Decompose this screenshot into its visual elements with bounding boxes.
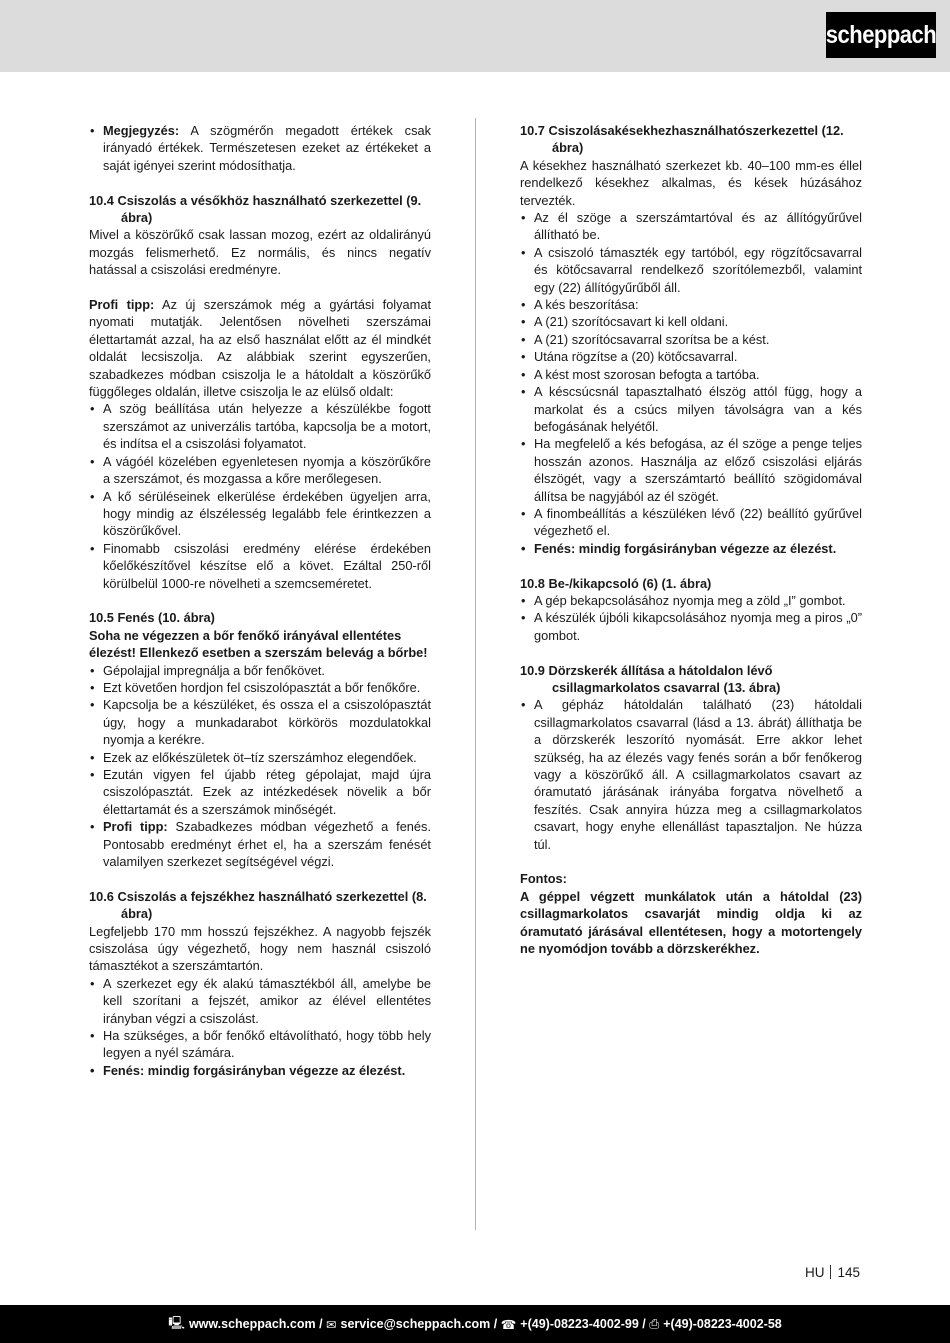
footer-website[interactable]: www.scheppach.com / bbox=[188, 1317, 323, 1331]
section-10-8-list bbox=[520, 592, 862, 644]
computer-icon: 🖳 bbox=[168, 1315, 185, 1330]
column-divider bbox=[475, 118, 476, 1230]
footer-phone: +(49)-08223-4002-99 / bbox=[520, 1317, 646, 1331]
pro-tip-text: Az új szerszámok még a gyártási folyamat nyomati mutatják. Jelentősen növelheti szerszámai élettartamát azzal, ha az első használat előtt az él mindkét oldalát lecsiszolja. Az alábbiak szerint egyszerűen, szabadkezes módban csiszolja le a hátoldalt a köszörűkő függőleges oldalán, illetve csiszolja le az elülső oldalt: bbox=[89, 297, 432, 400]
list-item: • A (21) szorítócsavart ki kell oldani. bbox=[520, 313, 862, 330]
section-10-5-list bbox=[89, 662, 431, 871]
list-item: • A szerkezet egy ék alakú támasztékból áll, amelybe be kell szorítani a fejszét, amikor az élével ellentétes irányban végzi a csiszolást. bbox=[89, 975, 431, 1027]
list-item: • A készülék újbóli kikapcsolásához nyomja meg a piros „0” gombot. bbox=[520, 609, 862, 644]
fax-icon: ⎙ bbox=[649, 1316, 660, 1331]
pro-tip-text: Szabadkezes módban végezhető a fenés. Pontosabb eredményt érhet el, ha a szerszám fenését valamilyen szerkezet segítségével végzi. bbox=[103, 819, 431, 870]
list-item bbox=[89, 818, 431, 870]
list-item: • A kés beszorítása: bbox=[520, 296, 862, 313]
section-10-9-title: 10.9 Dörzskerék állítása a hátoldalon lévő csillagmarkolatos csavarral (13. ábra) bbox=[520, 662, 781, 695]
pro-tip-list bbox=[89, 400, 431, 591]
list-item: • A szög beállítása után helyezze a készülékbe fogott szerszámot az univerzális tartóba, kapcsolja be a motort, és indítsa el a csiszolási folyamatot. bbox=[89, 400, 431, 452]
page-language: HU bbox=[804, 1265, 825, 1280]
list-item: • Finomabb csiszolási eredmény elérése érdekében kőelőkészítővel készítse elő a követ. Ezáltal 250-ről körülbelül 1000-re növelheti a szemcseméretet. bbox=[89, 540, 431, 592]
section-10-8-title: 10.8 Be-/kikapcsoló (6) (1. ábra) bbox=[520, 575, 712, 591]
section-10-6-title: 10.6 Csiszolás a fejszékhez használható szerkezettel (8. ábra) bbox=[89, 888, 427, 922]
list-item: • Utána rögzítse a (20) kötőcsavarral. bbox=[520, 348, 862, 365]
section-10-9-list bbox=[520, 696, 862, 853]
list-item: • A kő sérüléseinek elkerülése érdekében ügyeljen arra, hogy mindig az élszélesség legalább fele érintkezzen a köszörűkővel. bbox=[89, 488, 431, 540]
header-band bbox=[0, 0, 950, 72]
section-10-7-list bbox=[520, 209, 862, 557]
list-item: • A finombeállítás a készüléken lévő (22) beállító gyűrűvel végezhető el. bbox=[520, 505, 862, 540]
section-10-5-title: 10.5 Fenés (10. ábra) bbox=[89, 610, 215, 626]
pro-tip-label: Profi tipp: bbox=[103, 819, 168, 835]
footer-fax: +(49)-08223-4002-58 bbox=[663, 1317, 782, 1331]
section-10-7-text: A késekhez használható szerkezet kb. 40–100 mm-es éllel rendelkező késekhez alkalmas, és kések húzásához tervezték. bbox=[520, 157, 862, 208]
page-number bbox=[805, 1265, 860, 1280]
list-item: • A gép bekapcsolásához nyomja meg a zöld „I” gombot. bbox=[520, 592, 862, 609]
left-column bbox=[89, 122, 431, 1079]
note-item bbox=[89, 122, 431, 174]
list-item: • Kapcsolja be a készüléket, és ossza el a csiszolópasztát úgy, hogy a munkadarabot körkörös mozdulatokkal nyomja a kerékre. bbox=[89, 696, 431, 748]
list-item: • Gépolajjal impregnálja a bőr fenőkövet. bbox=[89, 662, 431, 679]
list-item: • Fenés: mindig forgásirányban végezze az élezést. bbox=[89, 1062, 431, 1079]
important-label: Fontos: bbox=[520, 871, 567, 887]
brand-logo: scheppach bbox=[826, 12, 936, 58]
list-item: • Fenés: mindig forgásirányban végezze az élezést. bbox=[520, 540, 862, 557]
footer-bar bbox=[0, 1305, 950, 1343]
list-item: • Ezek az előkészületek öt–tíz szerszámhoz elegendőek. bbox=[89, 749, 431, 766]
page-number-value: 145 bbox=[837, 1265, 860, 1280]
list-item: • Ezután vigyen fel újabb réteg gépolajat, majd újra csiszolópasztát. Ezek az intézkedések növelik a bőr élettartamát és a szerszámok minőségét. bbox=[89, 766, 431, 818]
pro-tip-label: Profi tipp: bbox=[89, 297, 155, 313]
pro-tip-paragraph bbox=[89, 296, 431, 400]
section-10-6-list bbox=[89, 975, 431, 1079]
section-10-5-warning: Soha ne végezzen a bőr fenőkő irányával ellentétes élezést! Ellenkező esetben a szerszám belevág a bőrbe! bbox=[89, 627, 428, 661]
list-item: • Az él szöge a szerszámtartóval és az állítógyűrűvel állítható be. bbox=[520, 209, 862, 244]
footer-email[interactable]: service@scheppach.com / bbox=[340, 1317, 498, 1331]
right-column bbox=[520, 122, 862, 957]
list-item: • Ha megfelelő a kés befogása, az él szöge a penge teljes hosszán azonos. Használja az előző csiszolási eljárás élszögét, vagy a szerszámtartó beállító szögidomával állítsa be nagyjából az él szögét. bbox=[520, 435, 862, 505]
phone-icon: ☎ bbox=[500, 1317, 517, 1332]
section-10-4-title: 10.4 Csiszolás a vésőkhöz használható szerkezettel (9. ábra) bbox=[89, 192, 422, 226]
list-item: • A csiszoló támaszték egy tartóból, egy rögzítőcsavarral és kötőcsavarral rendelkező szorítólemezből, valamint egy (22) állítógyűrűből áll. bbox=[520, 244, 862, 296]
section-10-4-text: Mivel a köszörűkő csak lassan mozog, ezért az oldalirányú mozgás felismerhető. Ez normális, és nincs negatív hatással a csiszolási eredményre. bbox=[89, 227, 431, 278]
mail-icon: ✉ bbox=[326, 1317, 337, 1332]
page-separator bbox=[830, 1265, 831, 1279]
important-text: A géppel végzett munkálatok után a hátoldal (23) csillagmarkolatos csavarját mindig oldja ki az óramutató járásával ellentétesen, hogy a motortengely ne nyomódjon tovább a dörzskerékhez. bbox=[520, 888, 862, 957]
list-item: • A gépház hátoldalán található (23) hátoldali csillagmarkolatos csavarral (lásd a 13. ábrát) állíthatja be a dörzskerék leszorító nyomását. Erre akkor lehet szükség, ha az élezés vagy fenés során a bőr fenőkerog vagy a köszörűkő áll. A csillagmarkolatos csavart az óramutató járásának irányába forgatva növelhető a feszítés. Csak annyira húzza meg a csillagmarkolatos csavart, hogy enyhe ellenállást tapasztaljon. Ne húzza túl. bbox=[520, 696, 862, 853]
list-item: • A kést most szorosan befogta a tartóba. bbox=[520, 366, 862, 383]
note-label: Megjegyzés: bbox=[103, 123, 180, 138]
list-item: • A vágóél közelében egyenletesen nyomja a köszörűkőre a szerszámot, és mozgassa a kőre merőlegesen. bbox=[89, 453, 431, 488]
list-item: • A késcsúcsnál tapasztalható élszög attól függ, hogy a markolat és a csúcs milyen távolságra van a kés befogásának helyétől. bbox=[520, 383, 862, 435]
section-10-7-title: 10.7 Csiszolásakésekhezhasználhatószerkezettel (12. ábra) bbox=[520, 123, 844, 156]
note-text: A szögmérőn megadott értékek csak irányadó értékek. Természetesen ezeket az értékeket a saját igényei szerint módosíthatja. bbox=[103, 123, 431, 173]
section-10-6-text: Legfeljebb 170 mm hosszú fejszékhez. A nagyobb fejszék csiszolása úgy végezhető, hogy nem használ csiszoló támasztékot a szerszámtartón. bbox=[89, 923, 431, 974]
list-item: • Ha szükséges, a bőr fenőkő eltávolítható, hogy több hely legyen a nyél számára. bbox=[89, 1027, 431, 1062]
note-list bbox=[89, 122, 431, 174]
list-item: • A (21) szorítócsavarral szorítsa be a kést. bbox=[520, 331, 862, 348]
list-item: • Ezt követően hordjon fel csiszolópasztát a bőr fenőkőre. bbox=[89, 679, 431, 696]
